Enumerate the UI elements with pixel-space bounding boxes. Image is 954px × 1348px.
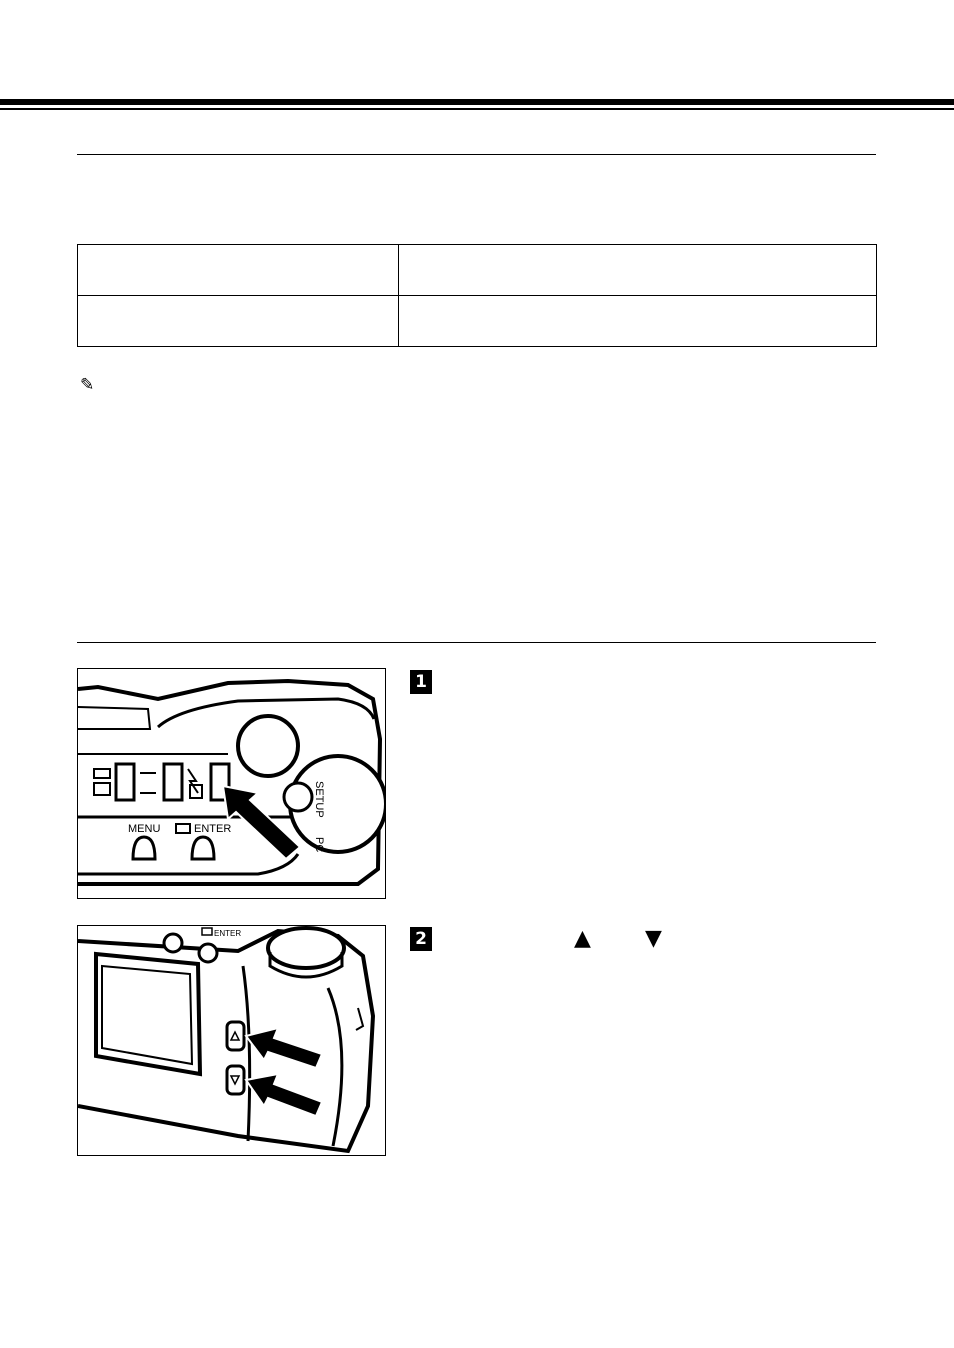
table-cell xyxy=(399,296,877,347)
step-number-2: 2 xyxy=(410,927,432,951)
table-cell xyxy=(78,245,399,296)
enter-label-back: ENTER xyxy=(214,929,242,938)
step-number-1: 1 xyxy=(410,670,432,694)
section-rule-top xyxy=(77,154,876,155)
table-row xyxy=(78,296,877,347)
table-row xyxy=(78,245,877,296)
section-rule-middle xyxy=(77,642,876,643)
header-rule-thin xyxy=(0,108,954,110)
table-cell xyxy=(78,296,399,347)
up-arrow-icon: ▲ xyxy=(574,926,591,951)
dial-label-pc: PC xyxy=(313,837,325,853)
enter-label: ENTER xyxy=(194,823,232,835)
pencil-icon: ✎ xyxy=(80,375,95,394)
header-rule-thick xyxy=(0,99,954,105)
menu-label: MENU xyxy=(128,823,161,835)
down-arrow-icon: ▼ xyxy=(645,926,662,951)
settings-table xyxy=(77,244,877,347)
camera-back-illustration xyxy=(77,925,386,1156)
dial-label-setup: SETUP xyxy=(313,781,325,818)
camera-back-drawing xyxy=(78,926,385,1155)
table-cell xyxy=(399,245,877,296)
camera-top-illustration xyxy=(77,668,386,899)
camera-top-drawing xyxy=(78,669,385,898)
